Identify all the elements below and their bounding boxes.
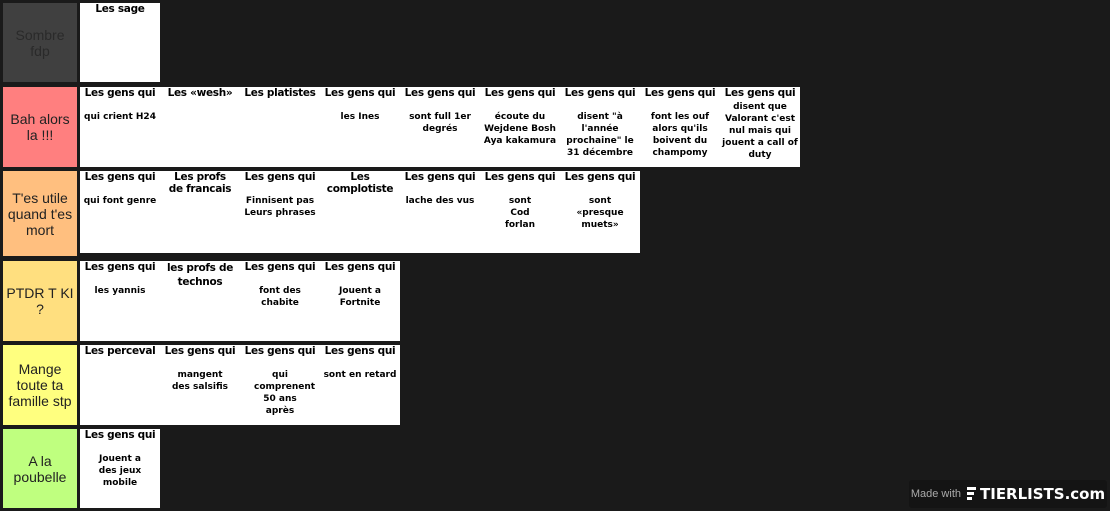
tier-item-title: Les gens qui [324,345,396,357]
tier-item-title: Les gens qui [324,261,396,273]
tier-item-text: font des chabite [259,286,301,308]
tier-item-title: Les perceval [84,345,156,357]
tier-row-bah-alors-la [0,84,1110,168]
tier-items [80,3,1107,84]
tier-item-text: mangent des salsifis [171,370,229,392]
tier-items [80,345,1107,426]
tier-item-text: les yannis [94,286,146,296]
tier-item[interactable] [80,87,160,167]
tier-item[interactable] [720,87,800,167]
tier-item[interactable] [560,171,640,253]
tier-item-text: disent "à l'année prochaine" le 31 décembre [566,112,634,158]
tier-item-text: disent que Valorant c'est nul mais qui jouent a call of duty [722,102,798,160]
tier-item-text: lache des vus [405,196,475,206]
tier-item-title: Les gens qui [244,261,316,273]
tier-item[interactable] [400,171,480,253]
tier-item-text: sont Cod forlan [504,196,536,230]
tier-items [80,171,1107,258]
tier-item-title: Les gens qui [244,345,316,357]
tier-item-title: Les gens qui [564,171,636,183]
tier-item-title: Les complotiste [326,171,394,195]
tier-item[interactable] [80,429,160,508]
tier-items [80,261,1107,342]
tier-item-title: Les gens qui [724,87,796,99]
tier-item-title: Les platistes [244,87,316,99]
tier-item-text: font les ouf alors qu'ils boivent du champomy [650,112,710,158]
tier-item-title: Les gens qui [164,345,236,357]
tier-item[interactable] [320,345,400,425]
tier-item[interactable] [80,261,160,341]
tier-item[interactable] [480,87,560,167]
tier-item[interactable] [320,87,400,167]
tier-item-text: qui crient H24 [84,112,156,122]
tier-item-title: Les gens qui [484,171,556,183]
tier-item[interactable] [320,171,400,253]
tier-item[interactable] [400,87,480,167]
tier-item-title: Les profs de francais [168,171,232,195]
brand-text: TIERLISTS.com [980,485,1106,503]
tier-label: A la poubelle [3,429,77,508]
tier-item[interactable] [160,345,240,425]
tier-item-title: Les gens qui [84,171,156,183]
tier-item-title: Les gens qui [84,261,156,273]
tier-item[interactable] [240,345,320,425]
tier-row-sombre-fdp [0,0,1110,84]
tier-item[interactable] [240,261,320,341]
tier-item-title: Les gens qui [84,87,156,99]
tier-item-title: Les sage [95,3,145,15]
tierlists-logo-icon [967,487,976,501]
made-with-badge[interactable] [909,480,1107,508]
tier-item[interactable] [320,261,400,341]
tier-item[interactable] [160,87,240,167]
tier-item-text: qui font genre [83,196,157,206]
tier-item-title: Les gens qui [564,87,636,99]
tier-item[interactable] [160,171,240,253]
tier-item-title: Les gens qui [644,87,716,99]
tier-item[interactable] [80,171,160,253]
tier-item-text: Finnisent pas Leurs phrases [244,196,316,218]
tier-item[interactable] [80,345,160,425]
tier-item-text: Jouent a Fortnite [339,286,381,308]
tier-item[interactable] [560,87,640,167]
tier-row-mange-toute-ta-famille [0,342,1110,426]
tier-item-title: Les gens qui [84,429,156,441]
tier-item-text: sont en retard [323,370,397,380]
tier-item-title: Les gens qui [404,87,476,99]
tier-label: PTDR T KI ? [3,261,77,341]
tier-item-text: qui comprenent 50 ans après [254,370,316,416]
tier-item-text: Jouent a des jeux mobile [98,454,142,488]
tier-row-ptdr-t-ki [0,258,1110,342]
tier-item[interactable] [640,87,720,167]
tier-item-title: les profs de technos [166,262,234,288]
tier-item-title: Les gens qui [484,87,556,99]
tier-item-title: Les gens qui [244,171,316,183]
tier-row-tes-utile [0,168,1110,258]
tier-item[interactable] [80,3,160,82]
tier-label: Bah alors la !!! [3,87,77,167]
tier-item-title: Les «wesh» [167,87,233,99]
tier-items [80,87,1107,168]
tier-item-text: écoute du Wejdene Bosh Aya kakamura [483,112,557,146]
tier-item-text: les Ines [340,112,380,122]
made-with-text: Made with [910,488,961,500]
tier-item[interactable] [160,261,240,341]
tier-item-title: Les gens qui [324,87,396,99]
tier-item[interactable] [480,171,560,253]
tier-label: Sombre fdp [3,3,77,82]
tier-item-text: sont «presque muets» [576,196,624,230]
tier-item-text: sont full 1er degrés [409,112,471,134]
tier-item[interactable] [240,171,320,253]
tier-item-title: Les gens qui [404,171,476,183]
tier-label: Mange toute ta famille stp [3,345,77,425]
tier-item[interactable] [240,87,320,167]
tier-label: T'es utile quand t'es mort [3,171,77,256]
